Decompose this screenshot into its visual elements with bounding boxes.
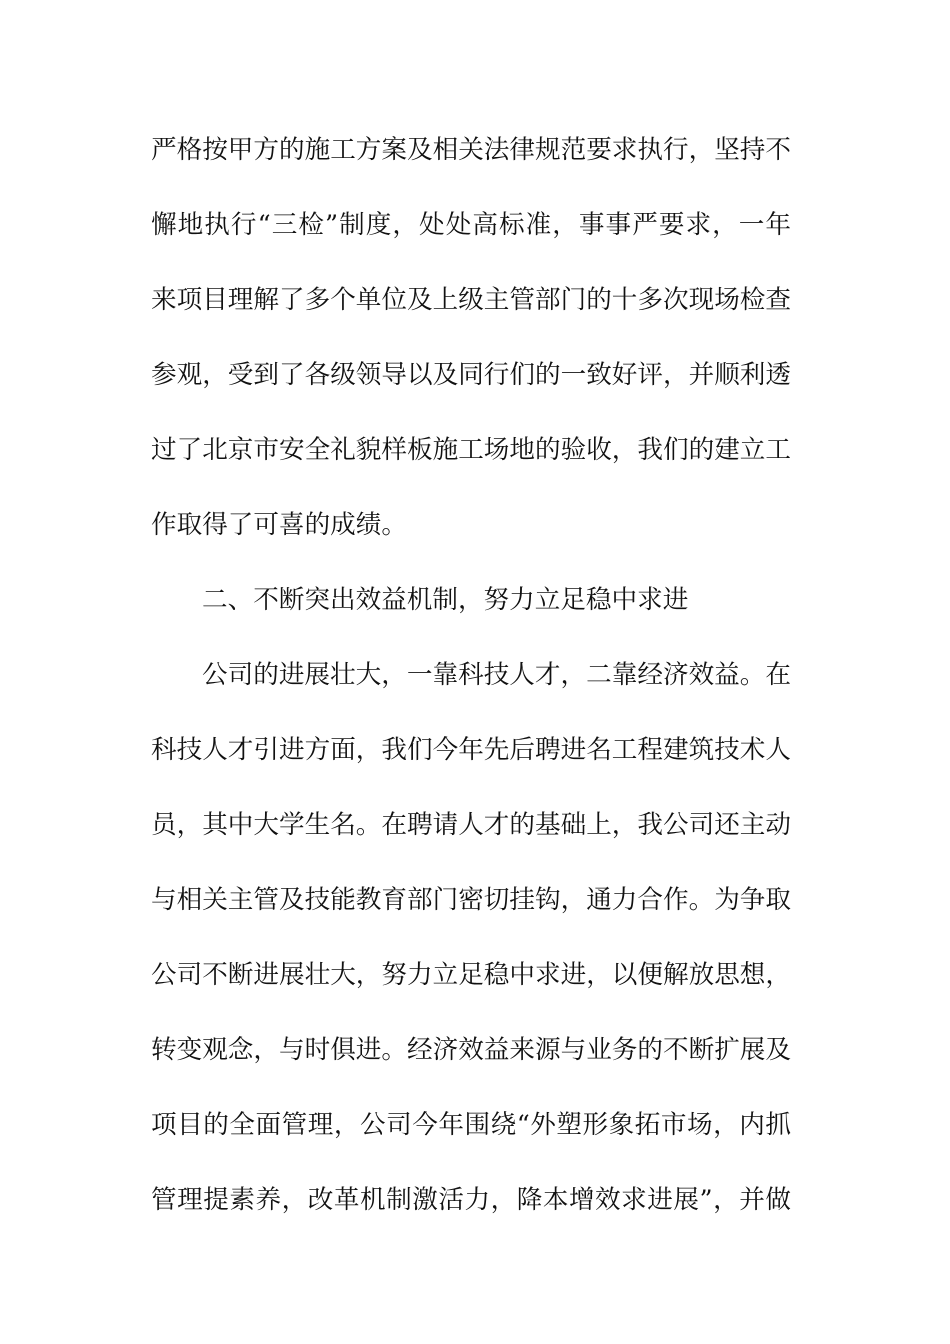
paragraph-line: 严格按甲方的施工方案及相关法律规范要求执行，坚持不 xyxy=(151,135,791,165)
paragraph-line: 项目的全面管理，公司今年围绕“外塑形象拓市场，内抓 xyxy=(151,1110,791,1140)
paragraph-line: 过了北京市安全礼貌样板施工场地的验收，我们的建立工 xyxy=(151,435,791,465)
paragraph-line: 参观，受到了各级领导以及同行们的一致好评，并顺利透 xyxy=(151,360,791,390)
paragraph-line: 作取得了可喜的成绩。 xyxy=(151,510,407,540)
paragraph-line: 懈地执行“三检”制度，处处高标准，事事严要求，一年 xyxy=(151,210,791,240)
paragraph-line: 转变观念，与时俱进。经济效益来源与业务的不断扩展及 xyxy=(151,1035,791,1065)
paragraph-line: 科技人才引进方面，我们今年先后聘进名工程建筑技术人 xyxy=(151,735,791,765)
paragraph-line: 与相关主管及技能教育部门密切挂钩，通力合作。为争取 xyxy=(151,885,791,915)
paragraph-line: 公司不断进展壮大，努力立足稳中求进，以便解放思想， xyxy=(151,960,791,990)
paragraph-line: 公司的进展壮大，一靠科技人才，二靠经济效益。在 xyxy=(202,660,791,690)
paragraph-line: 员，其中大学生名。在聘请人才的基础上，我公司还主动 xyxy=(151,810,791,840)
paragraph-line: 管理提素养，改革机制激活力，降本增效求进展”，并做 xyxy=(151,1185,791,1215)
paragraph-line: 来项目理解了多个单位及上级主管部门的十多次现场检查 xyxy=(151,285,791,315)
section-heading: 二、不断突出效益机制，努力立足稳中求进 xyxy=(202,585,689,615)
